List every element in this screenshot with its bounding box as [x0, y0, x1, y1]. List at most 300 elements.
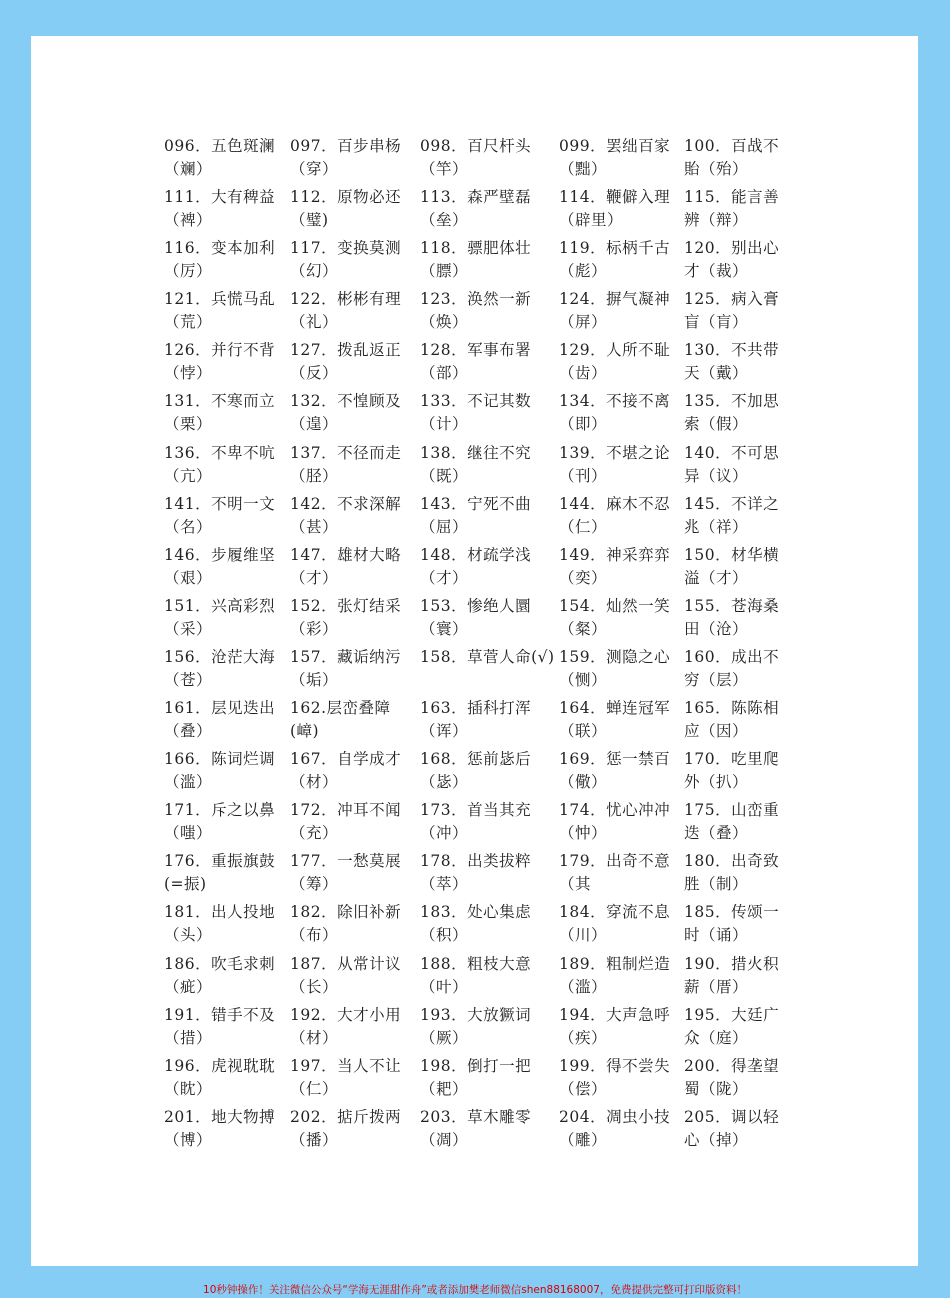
- idiom-correction: 天（戴）: [684, 364, 749, 383]
- idiom-text: 172．冲耳不闻: [290, 801, 402, 820]
- idiom-correction: （垒）: [420, 211, 469, 230]
- idiom-correction: （奕）: [559, 568, 608, 587]
- idiom-entry: [290, 901, 420, 952]
- idiom-entry: [420, 850, 559, 901]
- idiom-entry: [420, 953, 559, 1004]
- idiom-text: 203．草木雕零: [420, 1107, 532, 1126]
- idiom-entry: [559, 544, 684, 595]
- idiom-entry: [164, 288, 290, 339]
- idiom-text: 193．大放獗词: [420, 1005, 532, 1024]
- idiom-entry: [420, 799, 559, 850]
- idiom-text: 150．材华横: [684, 545, 780, 564]
- idiom-correction: （名）: [164, 517, 213, 536]
- idiom-correction: （彩）: [290, 619, 339, 638]
- idiom-correction: （充）: [290, 824, 339, 843]
- idiom-entry: [164, 1106, 290, 1157]
- idiom-entry: [420, 442, 559, 493]
- idiom-entry: [559, 339, 684, 390]
- idiom-correction: （裨）: [164, 211, 213, 230]
- idiom-text: 171．斥之以鼻: [164, 801, 276, 820]
- idiom-correction: （遑）: [290, 415, 339, 434]
- idiom-text: 137．不径而走: [290, 443, 402, 462]
- idiom-correction: (嶂): [290, 722, 320, 741]
- idiom-entry: [420, 748, 559, 799]
- idiom-correction: （屈）: [420, 517, 469, 536]
- idiom-entry: [559, 799, 684, 850]
- idiom-text: 130．不共带: [684, 341, 780, 360]
- idiom-correction: （疾）: [559, 1028, 608, 1047]
- idiom-text: 119．标柄千古: [559, 239, 671, 258]
- idiom-text: 138．继往不究: [420, 443, 532, 462]
- idiom-text: 099．罢绌百家: [559, 137, 671, 155]
- idiom-entry: [684, 901, 804, 952]
- idiom-entry: [290, 953, 420, 1004]
- idiom-correction: （悖）: [164, 364, 213, 383]
- idiom-correction: （胫）: [290, 466, 339, 485]
- idiom-text: 121．兵慌马乱: [164, 290, 276, 309]
- idiom-correction: （苍）: [164, 670, 213, 689]
- idiom-correction: （粲）: [559, 619, 608, 638]
- idiom-correction: （才）: [290, 568, 339, 587]
- idiom-entry: [420, 288, 559, 339]
- idiom-correction: 盲（肓）: [684, 313, 749, 332]
- idiom-entry: [684, 288, 804, 339]
- idiom-entry: [164, 901, 290, 952]
- idiom-correction: （忡）: [559, 824, 608, 843]
- idiom-text: 123．涣然一新: [420, 290, 532, 309]
- idiom-text: 139．不堪之论: [559, 443, 671, 462]
- idiom-entry: [164, 339, 290, 390]
- idiom-entry: [420, 339, 559, 390]
- idiom-text: 190．措火积: [684, 954, 780, 973]
- idiom-correction: 才（裁）: [684, 262, 749, 281]
- idiom-text: 100．百战不: [684, 137, 780, 155]
- idiom-entry: [290, 442, 420, 493]
- idiom-entry: [290, 1055, 420, 1106]
- idiom-text: 117．变换莫测: [290, 239, 402, 258]
- idiom-entry: [290, 595, 420, 646]
- idiom-correction: （川）: [559, 926, 608, 945]
- idiom-text: 153．惨绝人圜: [420, 596, 532, 615]
- idiom-entry: [559, 493, 684, 544]
- idiom-entry: [420, 493, 559, 544]
- idiom-entry: [684, 748, 804, 799]
- idiom-text: 149．神采弈弈: [559, 545, 671, 564]
- idiom-text: 136．不卑不吭: [164, 443, 276, 462]
- idiom-text: 163．插科打浑: [420, 699, 532, 718]
- idiom-entry: [420, 186, 559, 237]
- idiom-entry: [290, 390, 420, 441]
- idiom-text: 162.层峦叠障: [290, 699, 391, 718]
- idiom-correction: （积）: [420, 926, 469, 945]
- idiom-text: 191．错手不及: [164, 1005, 276, 1024]
- idiom-correction: （头）: [164, 926, 213, 945]
- idiom-correction: （厥）: [420, 1028, 469, 1047]
- idiom-correction: （诨）: [420, 722, 469, 741]
- idiom-correction: （博）: [164, 1130, 213, 1149]
- idiom-entry: [559, 237, 684, 288]
- idiom-correction: （礼）: [290, 313, 339, 332]
- idiom-entry: [164, 186, 290, 237]
- idiom-entry: [290, 1004, 420, 1055]
- idiom-correction: 时（诵）: [684, 926, 749, 945]
- idiom-entry: [684, 339, 804, 390]
- idiom-correction: （璧): [290, 211, 329, 230]
- idiom-correction: 异（议）: [684, 466, 749, 485]
- idiom-correction: 穷（层）: [684, 670, 749, 689]
- idiom-entry: [290, 339, 420, 390]
- idiom-text: 197．当人不让: [290, 1056, 402, 1075]
- idiom-text: 131．不寒而立: [164, 392, 276, 411]
- idiom-text: 098．百尺杆头: [420, 137, 532, 155]
- idiom-text: 112．原物必还: [290, 188, 402, 207]
- idiom-text: 195．大廷广: [684, 1005, 780, 1024]
- idiom-entry: [559, 135, 684, 186]
- idiom-correction-grid: [164, 135, 804, 1157]
- idiom-correction: （毖）: [420, 773, 469, 792]
- idiom-correction: （斓）: [164, 160, 213, 178]
- idiom-text: 096．五色斑澜: [164, 137, 276, 155]
- idiom-text: 114．鞭僻入理: [559, 188, 671, 207]
- idiom-entry: [420, 697, 559, 748]
- idiom-entry: [290, 135, 420, 186]
- idiom-correction: （儆）: [559, 773, 608, 792]
- idiom-text: 142．不求深解: [290, 494, 402, 513]
- idiom-entry: [684, 544, 804, 595]
- idiom-correction: （屏）: [559, 313, 608, 332]
- idiom-text: 202．掂斤拨两: [290, 1107, 402, 1126]
- idiom-correction: （雕）: [559, 1130, 608, 1149]
- idiom-entry: [290, 799, 420, 850]
- idiom-entry: [559, 748, 684, 799]
- idiom-correction: （冲）: [420, 824, 469, 843]
- idiom-correction: （凋）: [420, 1130, 469, 1149]
- idiom-entry: [559, 953, 684, 1004]
- idiom-text: 118．骠肥体壮: [420, 239, 532, 258]
- idiom-correction: （仁）: [559, 517, 608, 536]
- idiom-text: 115．能言善: [684, 188, 780, 207]
- idiom-text: 194．大声急呼: [559, 1005, 671, 1024]
- idiom-correction: （刊）: [559, 466, 608, 485]
- idiom-correction: 应（因）: [684, 722, 749, 741]
- idiom-entry: [420, 1055, 559, 1106]
- idiom-correction: （耙）: [420, 1079, 469, 1098]
- idiom-entry: [164, 646, 290, 697]
- idiom-entry: [559, 901, 684, 952]
- idiom-text: 161．层见迭出: [164, 699, 276, 718]
- idiom-text: 170．吃里爬: [684, 750, 780, 769]
- idiom-correction: 辨（辩）: [684, 211, 749, 230]
- idiom-correction: 兆（祥）: [684, 517, 749, 536]
- promo-footer: 10秒钟操作！关注微信公众号“学海无涯甜作舟”或者添加樊老师微信shen88168007，免费提供完整可打印版资料！: [203, 1284, 747, 1296]
- idiom-text: 156．沧茫大海: [164, 647, 276, 666]
- idiom-text: 155．苍海桑: [684, 596, 780, 615]
- idiom-text: 176．重振旗鼓: [164, 852, 276, 871]
- idiom-text: 147．雄材大略: [290, 545, 402, 564]
- idiom-text: 152．张灯结采: [290, 596, 402, 615]
- idiom-entry: [559, 1004, 684, 1055]
- idiom-entry: [559, 186, 684, 237]
- idiom-text: 134．不接不离: [559, 392, 671, 411]
- idiom-entry: [559, 442, 684, 493]
- idiom-entry: [290, 493, 420, 544]
- idiom-text: 132．不惶顾及: [290, 392, 402, 411]
- idiom-correction: （反）: [290, 364, 339, 383]
- idiom-text: 128．军事布署: [420, 341, 532, 360]
- idiom-entry: [420, 646, 559, 697]
- idiom-correction: （即）: [559, 415, 608, 434]
- idiom-entry: [164, 850, 290, 901]
- idiom-correction: （穿）: [290, 160, 339, 178]
- idiom-text: 143．宁死不曲: [420, 494, 532, 513]
- idiom-text: 196．虎视耽耽: [164, 1056, 276, 1075]
- idiom-entry: [164, 135, 290, 186]
- idiom-entry: [290, 544, 420, 595]
- idiom-entry: [684, 595, 804, 646]
- idiom-entry: [559, 850, 684, 901]
- idiom-correction: （萃）: [420, 875, 469, 894]
- idiom-text: 204．凋虫小技: [559, 1107, 671, 1126]
- idiom-correction: （眈）: [164, 1079, 213, 1098]
- idiom-correction: （厉）: [164, 262, 213, 281]
- idiom-entry: [290, 1106, 420, 1157]
- idiom-text: 159．测隐之心: [559, 647, 671, 666]
- idiom-entry: [684, 442, 804, 493]
- idiom-entry: [420, 595, 559, 646]
- idiom-text: 177．一愁莫展: [290, 852, 402, 871]
- idiom-text: 184．穿流不息: [559, 903, 671, 922]
- idiom-text: 179．出奇不意: [559, 852, 671, 871]
- idiom-correction: （疵）: [164, 977, 213, 996]
- idiom-correction: （才）: [420, 568, 469, 587]
- idiom-text: 145．不详之: [684, 494, 780, 513]
- idiom-correction: （荒）: [164, 313, 213, 332]
- idiom-text: 169．惩一禁百: [559, 750, 671, 769]
- idiom-text: 157．藏诟纳污: [290, 647, 402, 666]
- idiom-text: 198．倒打一把: [420, 1056, 532, 1075]
- idiom-correction: （播）: [290, 1130, 339, 1149]
- idiom-text: 144．麻木不忍: [559, 494, 671, 513]
- idiom-entry: [290, 237, 420, 288]
- idiom-correction: （叠）: [164, 722, 213, 741]
- idiom-entry: [684, 646, 804, 697]
- idiom-text: 167．自学成才: [290, 750, 402, 769]
- idiom-entry: [559, 390, 684, 441]
- idiom-text: 127．拨乱返正: [290, 341, 402, 360]
- idiom-entry: [684, 237, 804, 288]
- idiom-correction: （亢）: [164, 466, 213, 485]
- idiom-entry: [164, 493, 290, 544]
- idiom-text: 180．出奇致: [684, 852, 780, 871]
- idiom-correction: （寰）: [420, 619, 469, 638]
- idiom-entry: [164, 1004, 290, 1055]
- idiom-entry: [290, 646, 420, 697]
- idiom-correction: （嗤）: [164, 824, 213, 843]
- idiom-entry: [559, 1106, 684, 1157]
- idiom-text: 133．不记其数: [420, 392, 532, 411]
- idiom-correction: （栗）: [164, 415, 213, 434]
- idiom-entry: [684, 850, 804, 901]
- idiom-correction: 蜀（陇）: [684, 1079, 749, 1098]
- idiom-correction: （叶）: [420, 977, 469, 996]
- idiom-entry: [684, 1106, 804, 1157]
- idiom-text: 113．森严壁磊: [420, 188, 532, 207]
- idiom-text: 140．不可思: [684, 443, 780, 462]
- idiom-entry: [684, 135, 804, 186]
- idiom-text: 178．出类拔粹: [420, 852, 532, 871]
- idiom-entry: [164, 595, 290, 646]
- idiom-text: 165．陈陈相: [684, 699, 780, 718]
- idiom-correction: （材）: [290, 1028, 339, 1047]
- idiom-text: 189．粗制烂造: [559, 954, 671, 973]
- idiom-entry: [420, 1106, 559, 1157]
- idiom-entry: [164, 390, 290, 441]
- idiom-text: 126．并行不背: [164, 341, 276, 360]
- idiom-entry: [164, 799, 290, 850]
- idiom-entry: [559, 646, 684, 697]
- idiom-text: 187．从常计议: [290, 954, 402, 973]
- idiom-entry: [164, 953, 290, 1004]
- idiom-entry: [684, 186, 804, 237]
- idiom-correction: （联）: [559, 722, 608, 741]
- idiom-correction: （恻）: [559, 670, 608, 689]
- idiom-entry: [420, 135, 559, 186]
- idiom-text: 182．除旧补新: [290, 903, 402, 922]
- idiom-text: 183．处心集虑: [420, 903, 532, 922]
- idiom-correction: （彪）: [559, 262, 608, 281]
- idiom-correction: 心（掉）: [684, 1130, 749, 1149]
- idiom-text: 125．病入膏: [684, 290, 780, 309]
- idiom-text: 154．灿然一笑: [559, 596, 671, 615]
- idiom-entry: [684, 493, 804, 544]
- idiom-correction: （布）: [290, 926, 339, 945]
- idiom-correction: (=振): [164, 875, 207, 894]
- idiom-text: 192．大才小用: [290, 1005, 402, 1024]
- idiom-text: 164．蝉连冠军: [559, 699, 671, 718]
- idiom-correction: （齿）: [559, 364, 608, 383]
- idiom-correction: （辟里）: [559, 211, 624, 230]
- idiom-text: 097．百步串杨: [290, 137, 402, 155]
- idiom-entry: [164, 237, 290, 288]
- idiom-correction: （仁）: [290, 1079, 339, 1098]
- idiom-entry: [684, 1055, 804, 1106]
- idiom-text: 135．不加思: [684, 392, 780, 411]
- idiom-text: 173．首当其充: [420, 801, 532, 820]
- idiom-correction: （偿）: [559, 1079, 608, 1098]
- idiom-text: 188．粗枝大意: [420, 954, 532, 973]
- idiom-correction: （筹）: [290, 875, 339, 894]
- idiom-text: 160．成出不: [684, 647, 780, 666]
- idiom-correction: （艰）: [164, 568, 213, 587]
- idiom-text: 200．得垄望: [684, 1056, 780, 1075]
- idiom-correction: （长）: [290, 977, 339, 996]
- idiom-text: 124．摒气凝神: [559, 290, 671, 309]
- idiom-correction: 田（沧）: [684, 619, 749, 638]
- idiom-text: 129．人所不耻: [559, 341, 671, 360]
- idiom-entry: [420, 901, 559, 952]
- idiom-text: 175．山峦重: [684, 801, 780, 820]
- idiom-correction: （部）: [420, 364, 469, 383]
- idiom-entry: [684, 390, 804, 441]
- idiom-entry: [559, 288, 684, 339]
- idiom-entry: [290, 288, 420, 339]
- idiom-entry: [164, 544, 290, 595]
- idiom-entry: [420, 237, 559, 288]
- idiom-text: 166．陈词烂调: [164, 750, 276, 769]
- idiom-text: 185．传颂一: [684, 903, 780, 922]
- idiom-entry: [420, 390, 559, 441]
- idiom-entry: [559, 1055, 684, 1106]
- idiom-correction: （膘）: [420, 262, 469, 281]
- idiom-text: 205．调以轻: [684, 1107, 780, 1126]
- idiom-entry: [559, 595, 684, 646]
- idiom-correction: 溢（才）: [684, 568, 749, 587]
- idiom-correction: 胜（制）: [684, 875, 749, 894]
- idiom-text: 111．大有稗益: [164, 188, 276, 207]
- idiom-text: 120．别出心: [684, 239, 780, 258]
- idiom-entry: [290, 748, 420, 799]
- idiom-entry: [684, 1004, 804, 1055]
- idiom-correction: 薪（厝）: [684, 977, 749, 996]
- idiom-correction: 迭（叠）: [684, 824, 749, 843]
- idiom-correction: （计）: [420, 415, 469, 434]
- idiom-text: 201．地大物搏: [164, 1107, 276, 1126]
- idiom-correction: 索（假）: [684, 415, 749, 434]
- idiom-text: 158．草菅人命(√): [420, 647, 555, 666]
- idiom-text: 116．变本加利: [164, 239, 276, 258]
- idiom-entry: [684, 697, 804, 748]
- idiom-entry: [559, 697, 684, 748]
- idiom-correction: （竿）: [420, 160, 469, 178]
- idiom-entry: [290, 850, 420, 901]
- idiom-correction: （甚）: [290, 517, 339, 536]
- idiom-text: 146．步履维坚: [164, 545, 276, 564]
- idiom-text: 148．材疏学浅: [420, 545, 532, 564]
- idiom-correction: （采）: [164, 619, 213, 638]
- idiom-correction: （措）: [164, 1028, 213, 1047]
- idiom-entry: [164, 748, 290, 799]
- idiom-correction: （其: [559, 875, 592, 894]
- idiom-correction: （滥）: [164, 773, 213, 792]
- idiom-text: 168．惩前毖后: [420, 750, 532, 769]
- idiom-text: 186．吹毛求刺: [164, 954, 276, 973]
- idiom-correction: （材）: [290, 773, 339, 792]
- idiom-entry: [684, 953, 804, 1004]
- idiom-entry: [420, 544, 559, 595]
- idiom-entry: [420, 1004, 559, 1055]
- idiom-correction: （滥）: [559, 977, 608, 996]
- idiom-correction: 貽（殆）: [684, 160, 749, 178]
- idiom-text: 141．不明一文: [164, 494, 276, 513]
- idiom-text: 122．彬彬有理: [290, 290, 402, 309]
- idiom-entry: [684, 799, 804, 850]
- idiom-correction: （黜）: [559, 160, 608, 178]
- idiom-correction: （焕）: [420, 313, 469, 332]
- idiom-entry: [290, 186, 420, 237]
- idiom-entry: [164, 1055, 290, 1106]
- idiom-correction: （垢）: [290, 670, 339, 689]
- document-page: [31, 36, 918, 1266]
- idiom-correction: 外（扒）: [684, 773, 749, 792]
- idiom-text: 151．兴高彩烈: [164, 596, 276, 615]
- idiom-text: 199．得不尝失: [559, 1056, 671, 1075]
- idiom-text: 174．忧心冲冲: [559, 801, 671, 820]
- idiom-entry: [164, 697, 290, 748]
- idiom-correction: （幻）: [290, 262, 339, 281]
- idiom-text: 181．出人投地: [164, 903, 276, 922]
- idiom-correction: 众（庭）: [684, 1028, 749, 1047]
- idiom-entry: [164, 442, 290, 493]
